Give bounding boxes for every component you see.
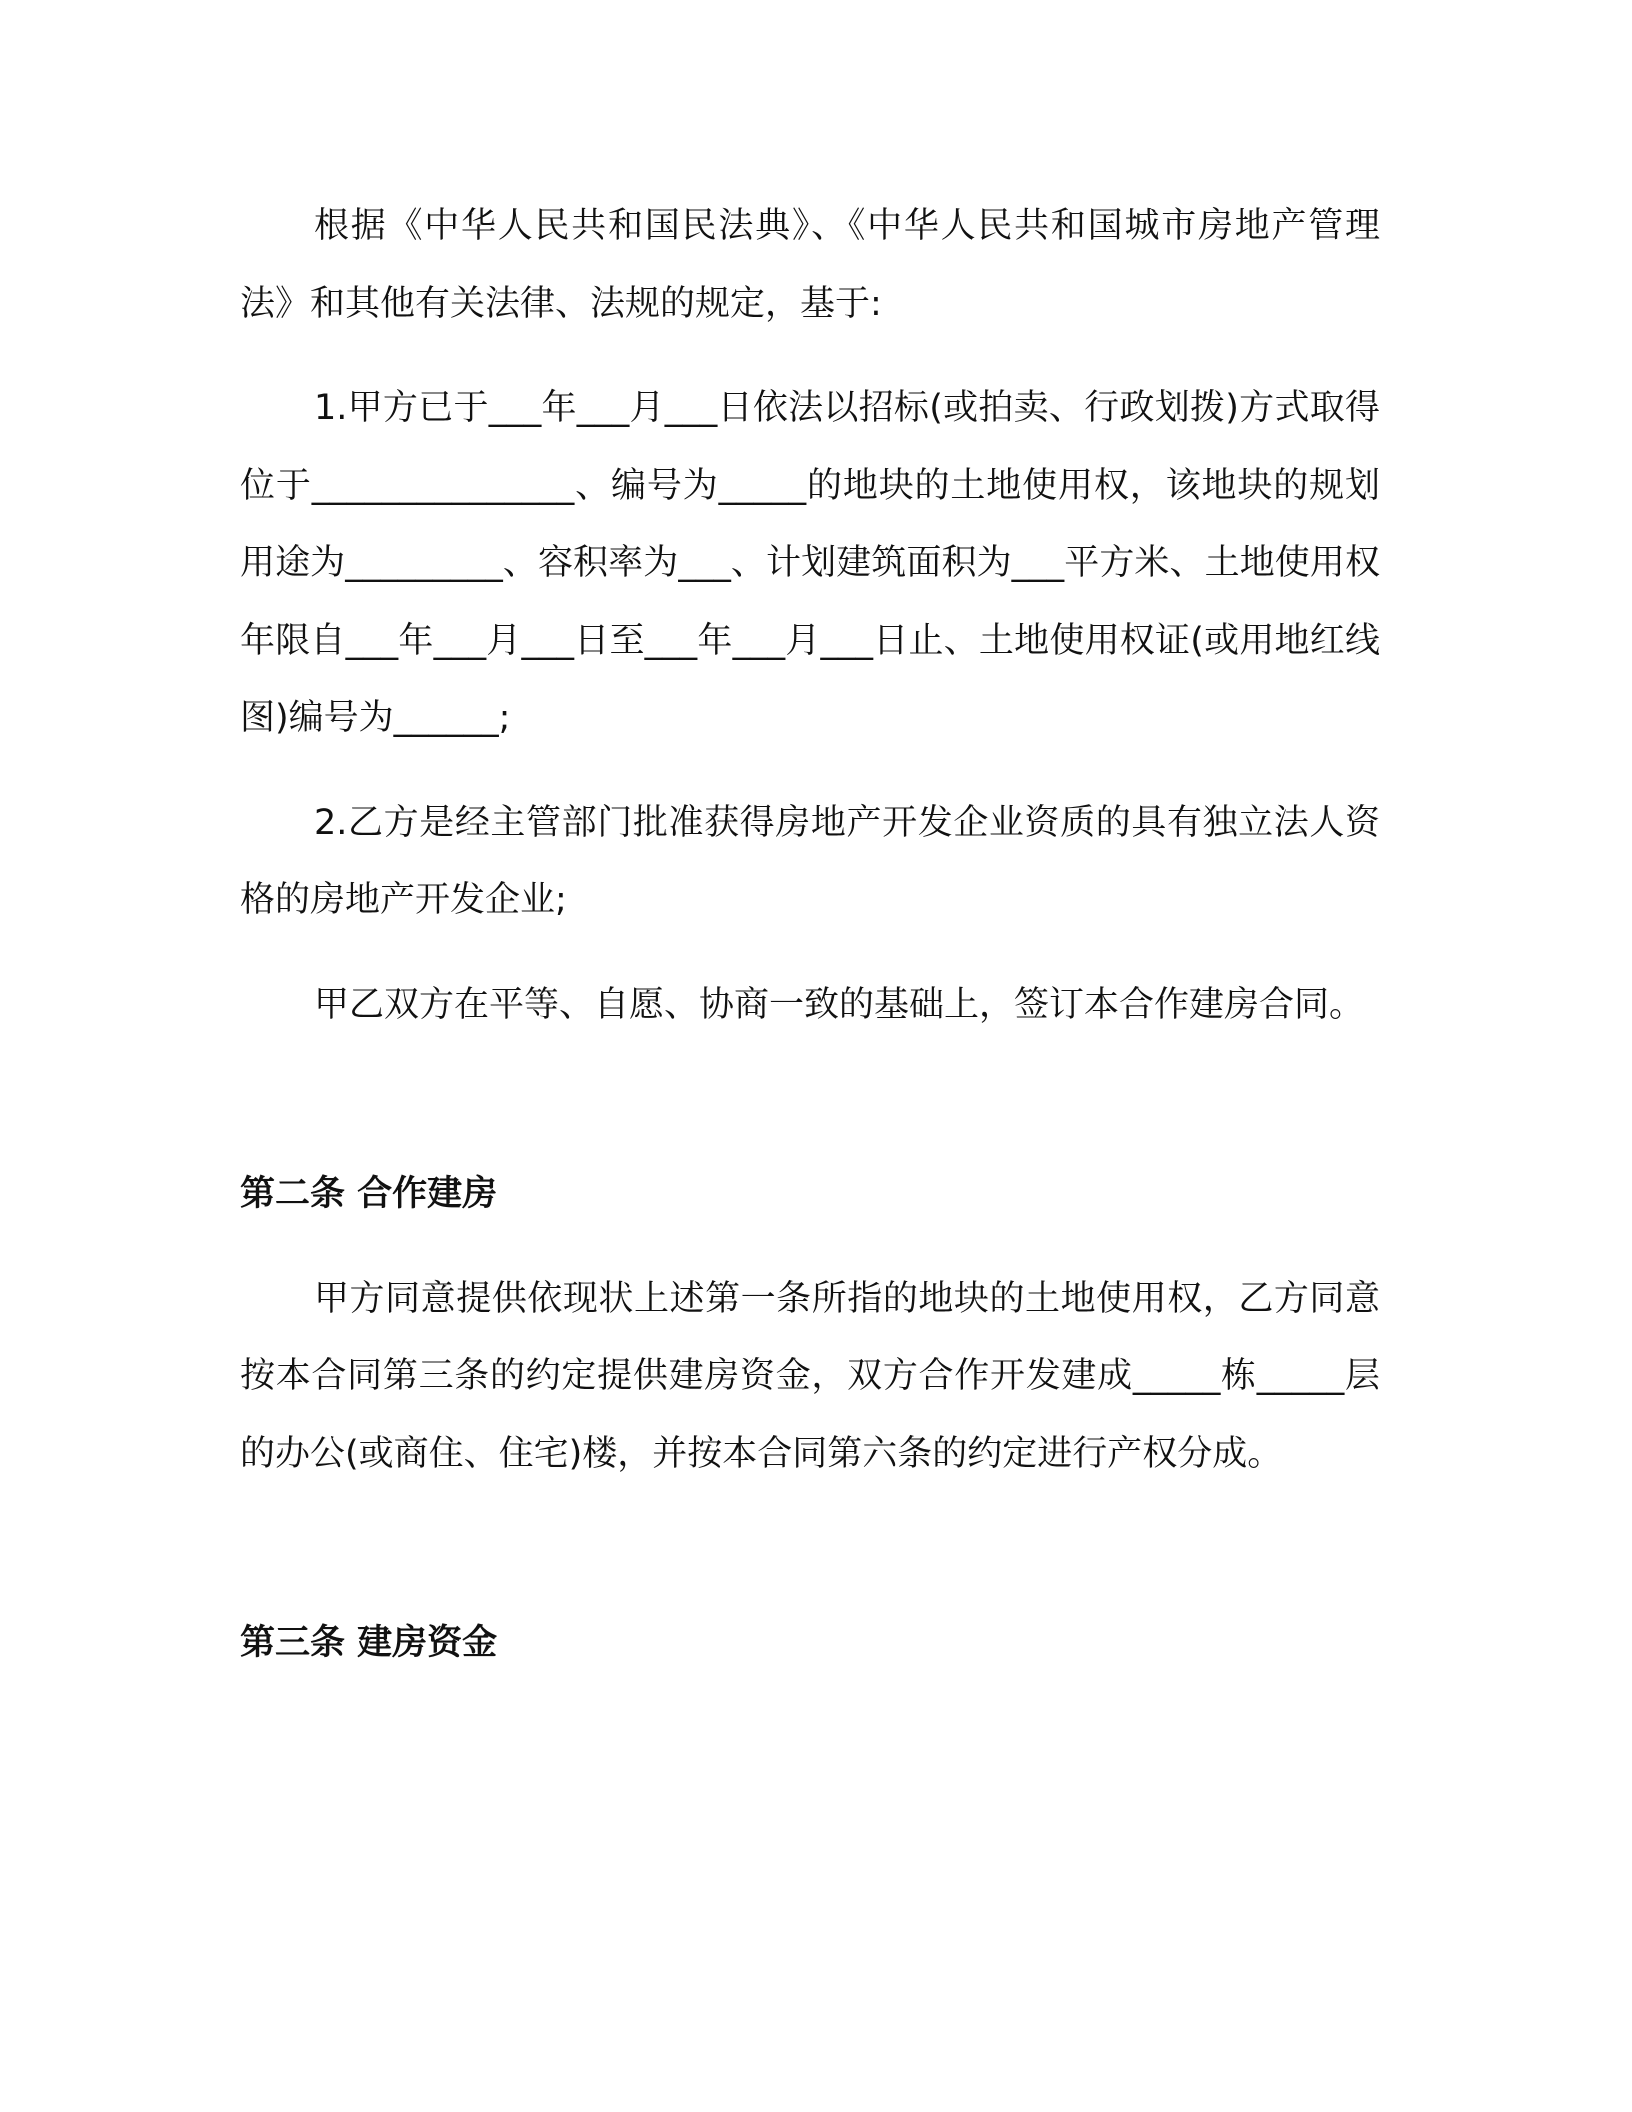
legal-basis-paragraph: 根据《中华人民共和国民法典》、《中华人民共和国城市房地产管理法》和其他有关法律、法规的规定，基于:: [240, 206, 1380, 324]
developer-qualification-paragraph: 2.乙方是经主管部门批准获得房地产开发企业资质的具有独立法人资格的房地产开发企业;: [240, 802, 1380, 920]
section-spacer: [240, 1044, 1380, 1156]
heading-spacer: [240, 1234, 1380, 1261]
document-body: [240, 188, 1380, 1683]
section-spacer: [240, 1493, 1380, 1605]
article-3-heading: 第三条 建房资金: [240, 1623, 498, 1663]
land-use-right-paragraph: 1.甲方已于___年___月___日依法以招标(或拍卖、行政划拨)方式取得位于_______________、编号为_____的地块的土地使用权，该地块的规划用途为_________、容积率为___、计划建筑面积为___平方米、土地使用权年限自___年___月___日至___年___月___日止、土地使用权证(或用地红线图)编号为______;: [240, 388, 1380, 738]
article-2-body: 甲方同意提供依现状上述第一条所指的地块的土地使用权，乙方同意按本合同第三条的约定提供建房资金，双方合作开发建成_____栋_____层的办公(或商住、住宅)楼，并按本合同第六条的约定进行产权分成。: [240, 1278, 1380, 1474]
article-2-heading: 第二条 合作建房: [240, 1174, 498, 1214]
agreement-statement-paragraph: 甲乙双方在平等、自愿、协商一致的基础上，签订本合作建房合同。: [314, 984, 1365, 1025]
